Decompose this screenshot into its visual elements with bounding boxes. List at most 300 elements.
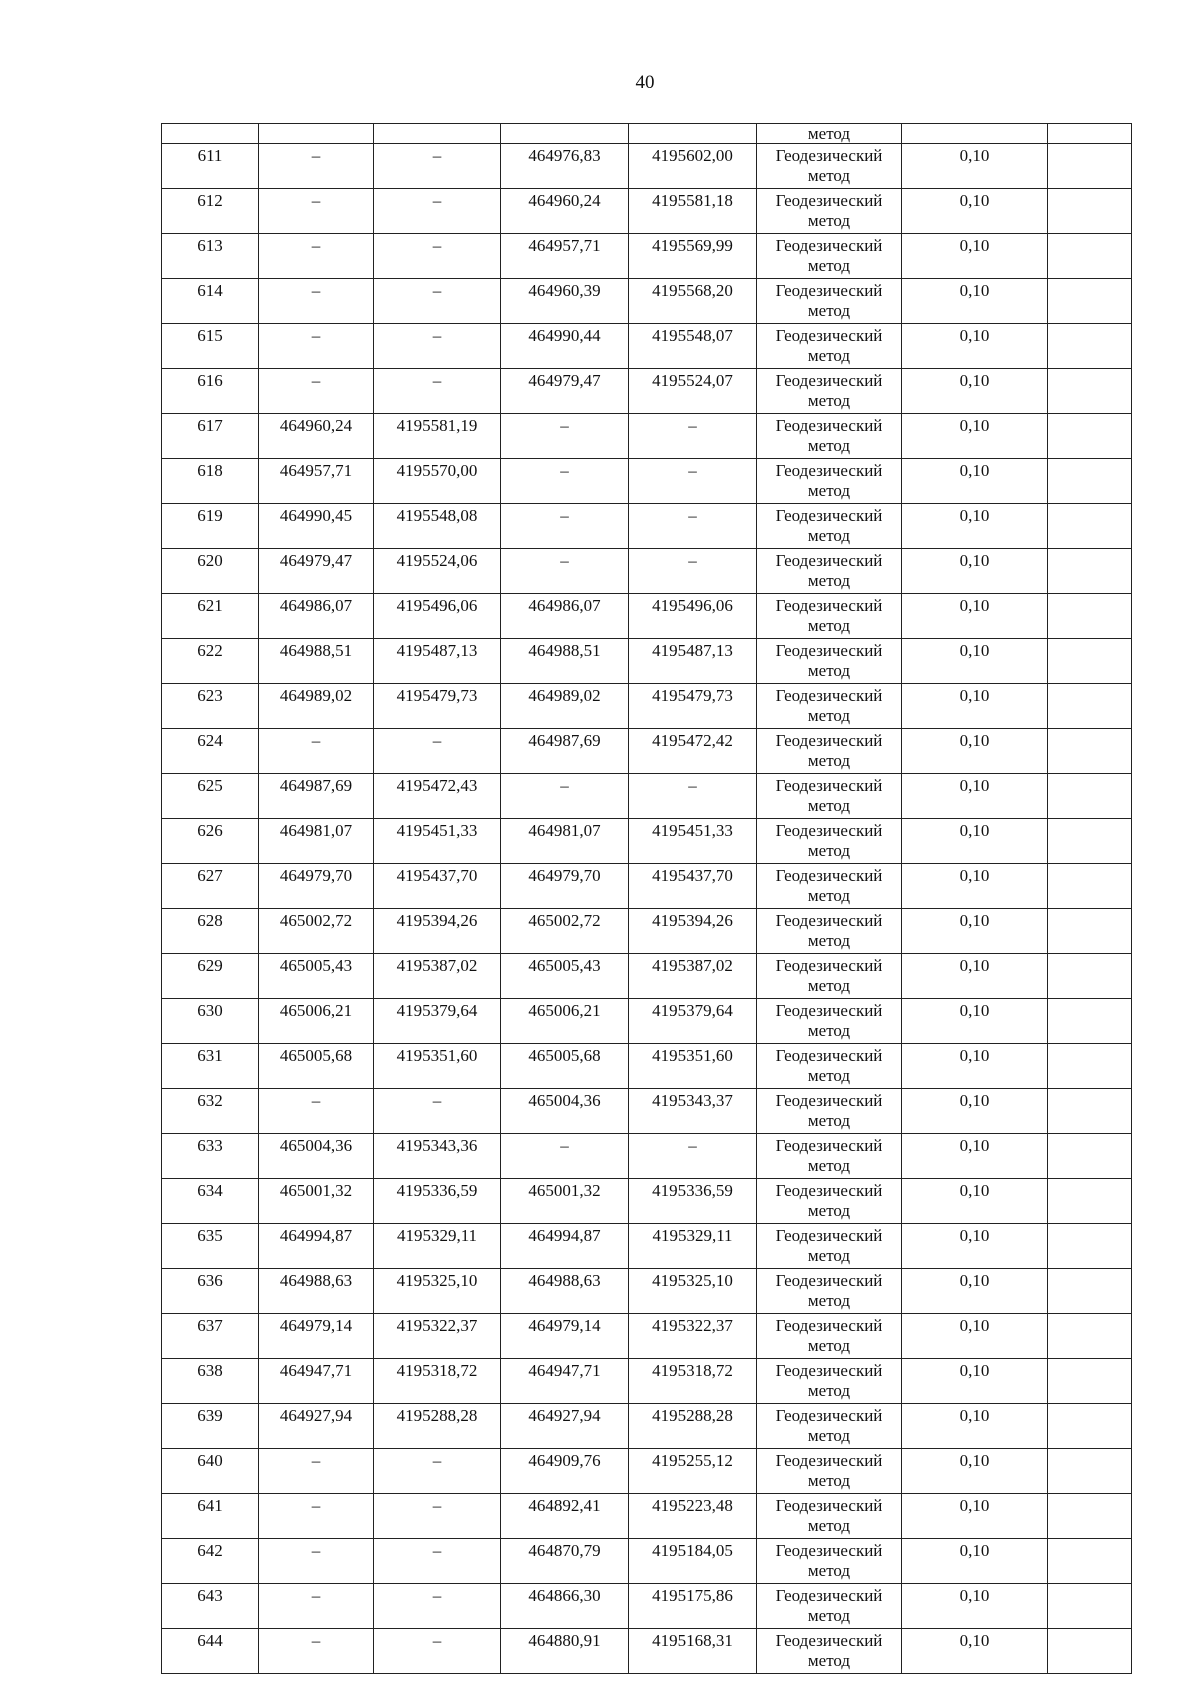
table-row: [162, 1089, 1132, 1134]
method-label: Геодезический: [775, 1001, 883, 1020]
table-row: [162, 234, 1132, 279]
method-label-line2: метод: [807, 1561, 851, 1580]
y-coordinate-old: 4195472,43: [374, 774, 501, 819]
point-number: 614: [162, 279, 259, 324]
x-coordinate-new: –: [501, 549, 629, 594]
method-label-line2: метод: [807, 1291, 851, 1310]
method-label-line2: метод: [807, 211, 851, 230]
method-label: Геодезический: [775, 1226, 883, 1245]
method-cell: [757, 684, 902, 729]
x-coordinate-old: 464988,51: [259, 639, 374, 684]
method-label-line2: метод: [807, 1381, 851, 1400]
method-label-line2: метод: [807, 1066, 851, 1085]
x-coordinate-new: 465004,36: [501, 1089, 629, 1134]
method-label: Геодезический: [775, 1136, 883, 1155]
empty-cell: [1048, 684, 1132, 729]
point-number: 615: [162, 324, 259, 369]
x-coordinate-new: 464981,07: [501, 819, 629, 864]
y-coordinate-new: 4195569,99: [629, 234, 757, 279]
method-label: Геодезический: [775, 1046, 883, 1065]
y-coordinate-old: 4195437,70: [374, 864, 501, 909]
x-coordinate-old: –: [259, 369, 374, 414]
table-row: [162, 684, 1132, 729]
y-coordinate-new: 4195581,18: [629, 189, 757, 234]
empty-cell: [1048, 1584, 1132, 1629]
point-number: 643: [162, 1584, 259, 1629]
x-coordinate-old: 464947,71: [259, 1359, 374, 1404]
point-number: 618: [162, 459, 259, 504]
method-cell: [757, 999, 902, 1044]
method-label-line2: метод: [807, 1336, 851, 1355]
method-cell: [757, 234, 902, 279]
method-cell: [757, 414, 902, 459]
x-coordinate-old: –: [259, 1629, 374, 1674]
method-cell: [757, 189, 902, 234]
accuracy-value: 0,10: [902, 729, 1048, 774]
empty-cell: [1048, 1089, 1132, 1134]
method-cell: [757, 459, 902, 504]
point-number: 629: [162, 954, 259, 999]
point-number: 628: [162, 909, 259, 954]
x-coordinate-new: 465001,32: [501, 1179, 629, 1224]
empty-cell: [1048, 1179, 1132, 1224]
accuracy-value: 0,10: [902, 864, 1048, 909]
method-cell: [757, 864, 902, 909]
y-coordinate-old: 4195351,60: [374, 1044, 501, 1089]
empty-cell: [1048, 774, 1132, 819]
method-cell: [757, 1044, 902, 1089]
method-label: Геодезический: [775, 1406, 883, 1425]
accuracy-value: 0,10: [902, 1089, 1048, 1134]
y-coordinate-new: 4195329,11: [629, 1224, 757, 1269]
x-coordinate-new: 464986,07: [501, 594, 629, 639]
y-coordinate-old: 4195548,08: [374, 504, 501, 549]
method-cell: [757, 594, 902, 639]
accuracy-value: 0,10: [902, 1269, 1048, 1314]
method-label: Геодезический: [775, 1181, 883, 1200]
method-label-line2: метод: [807, 1606, 851, 1625]
empty-cell: [1048, 1539, 1132, 1584]
y-coordinate-new: 4195451,33: [629, 819, 757, 864]
method-label-line2: метод: [807, 1111, 851, 1130]
method-label-line2: метод: [807, 1201, 851, 1220]
x-coordinate-new: 465006,21: [501, 999, 629, 1044]
table-row: [162, 414, 1132, 459]
method-cell: [757, 1584, 902, 1629]
y-coordinate-old: 4195487,13: [374, 639, 501, 684]
y-coordinate-old: 4195451,33: [374, 819, 501, 864]
table-row: [162, 819, 1132, 864]
method-label: Геодезический: [775, 776, 883, 795]
table-cell: [902, 124, 1048, 144]
point-number: 619: [162, 504, 259, 549]
y-coordinate-old: 4195343,36: [374, 1134, 501, 1179]
table-row: [162, 729, 1132, 774]
x-coordinate-new: 464990,44: [501, 324, 629, 369]
empty-cell: [1048, 549, 1132, 594]
table-row: [162, 1314, 1132, 1359]
empty-cell: [1048, 1314, 1132, 1359]
method-label: Геодезический: [775, 821, 883, 840]
method-label-line2: метод: [807, 1246, 851, 1265]
table-row: [162, 1044, 1132, 1089]
y-coordinate-new: 4195379,64: [629, 999, 757, 1044]
y-coordinate-old: 4195318,72: [374, 1359, 501, 1404]
accuracy-value: 0,10: [902, 594, 1048, 639]
x-coordinate-old: 465006,21: [259, 999, 374, 1044]
x-coordinate-old: –: [259, 324, 374, 369]
point-number: 639: [162, 1404, 259, 1449]
method-label-line2: метод: [807, 616, 851, 635]
point-number: 617: [162, 414, 259, 459]
y-coordinate-new: 4195602,00: [629, 144, 757, 189]
point-number: 637: [162, 1314, 259, 1359]
accuracy-value: 0,10: [902, 189, 1048, 234]
table-cell: [259, 124, 374, 144]
method-label: Геодезический: [775, 1586, 883, 1605]
method-label-line2: метод: [807, 346, 851, 365]
method-label: Геодезический: [775, 191, 883, 210]
accuracy-value: 0,10: [902, 999, 1048, 1044]
empty-cell: [1048, 729, 1132, 774]
x-coordinate-old: 465002,72: [259, 909, 374, 954]
y-coordinate-new: 4195387,02: [629, 954, 757, 999]
accuracy-value: 0,10: [902, 414, 1048, 459]
x-coordinate-old: –: [259, 1494, 374, 1539]
y-coordinate-old: –: [374, 1449, 501, 1494]
method-continuation: метод: [757, 124, 902, 144]
method-label-line2: метод: [807, 706, 851, 725]
accuracy-value: 0,10: [902, 684, 1048, 729]
method-label: Геодезический: [775, 326, 883, 345]
y-coordinate-new: 4195524,07: [629, 369, 757, 414]
method-label: Геодезический: [775, 236, 883, 255]
point-number: 636: [162, 1269, 259, 1314]
empty-cell: [1048, 909, 1132, 954]
point-number: 638: [162, 1359, 259, 1404]
y-coordinate-old: –: [374, 234, 501, 279]
x-coordinate-old: 465005,68: [259, 1044, 374, 1089]
method-cell: [757, 1269, 902, 1314]
y-coordinate-new: 4195168,31: [629, 1629, 757, 1674]
x-coordinate-new: –: [501, 459, 629, 504]
accuracy-value: 0,10: [902, 504, 1048, 549]
method-label: Геодезический: [775, 1271, 883, 1290]
method-label-line2: метод: [807, 751, 851, 770]
empty-cell: [1048, 324, 1132, 369]
x-coordinate-new: 464880,91: [501, 1629, 629, 1674]
table-cell: [501, 124, 629, 144]
accuracy-value: 0,10: [902, 1179, 1048, 1224]
x-coordinate-old: 464987,69: [259, 774, 374, 819]
y-coordinate-new: 4195175,86: [629, 1584, 757, 1629]
point-number: 623: [162, 684, 259, 729]
empty-cell: [1048, 1224, 1132, 1269]
x-coordinate-new: 464947,71: [501, 1359, 629, 1404]
table-row: [162, 1359, 1132, 1404]
method-label: Геодезический: [775, 1361, 883, 1380]
empty-cell: [1048, 954, 1132, 999]
x-coordinate-new: 465005,43: [501, 954, 629, 999]
x-coordinate-old: 464957,71: [259, 459, 374, 504]
y-coordinate-old: 4195570,00: [374, 459, 501, 504]
x-coordinate-new: 464909,76: [501, 1449, 629, 1494]
method-label-line2: метод: [807, 1156, 851, 1175]
point-number: 611: [162, 144, 259, 189]
method-label: Геодезический: [775, 956, 883, 975]
y-coordinate-new: –: [629, 504, 757, 549]
point-number: 644: [162, 1629, 259, 1674]
y-coordinate-old: 4195336,59: [374, 1179, 501, 1224]
x-coordinate-old: 464981,07: [259, 819, 374, 864]
y-coordinate-new: 4195325,10: [629, 1269, 757, 1314]
empty-cell: [1048, 1269, 1132, 1314]
method-label: Геодезический: [775, 731, 883, 750]
point-number: 632: [162, 1089, 259, 1134]
y-coordinate-old: –: [374, 279, 501, 324]
table-row: [162, 639, 1132, 684]
table-row: [162, 1134, 1132, 1179]
y-coordinate-old: 4195394,26: [374, 909, 501, 954]
accuracy-value: 0,10: [902, 1134, 1048, 1179]
table-row: [162, 909, 1132, 954]
method-cell: [757, 954, 902, 999]
method-label: Геодезический: [775, 686, 883, 705]
x-coordinate-old: –: [259, 1089, 374, 1134]
continuation-row: [162, 124, 1132, 144]
y-coordinate-old: –: [374, 1494, 501, 1539]
method-label: Геодезический: [775, 596, 883, 615]
method-label-line2: метод: [807, 976, 851, 995]
table-row: [162, 1269, 1132, 1314]
method-cell: [757, 1494, 902, 1539]
method-cell: [757, 1359, 902, 1404]
accuracy-value: 0,10: [902, 954, 1048, 999]
x-coordinate-old: 464979,47: [259, 549, 374, 594]
y-coordinate-old: –: [374, 324, 501, 369]
method-cell: [757, 1134, 902, 1179]
method-label-line2: метод: [807, 1516, 851, 1535]
y-coordinate-new: 4195548,07: [629, 324, 757, 369]
x-coordinate-new: –: [501, 504, 629, 549]
x-coordinate-new: 464989,02: [501, 684, 629, 729]
method-label: Геодезический: [775, 866, 883, 885]
accuracy-value: 0,10: [902, 1314, 1048, 1359]
x-coordinate-old: –: [259, 234, 374, 279]
table-row: [162, 1179, 1132, 1224]
x-coordinate-old: –: [259, 279, 374, 324]
method-label-line2: метод: [807, 661, 851, 680]
y-coordinate-old: 4195524,06: [374, 549, 501, 594]
x-coordinate-old: 464960,24: [259, 414, 374, 459]
empty-cell: [1048, 864, 1132, 909]
method-cell: [757, 1539, 902, 1584]
empty-cell: [1048, 999, 1132, 1044]
x-coordinate-new: 465005,68: [501, 1044, 629, 1089]
method-cell: [757, 369, 902, 414]
accuracy-value: 0,10: [902, 774, 1048, 819]
method-cell: [757, 1224, 902, 1269]
method-cell: [757, 324, 902, 369]
method-label: Геодезический: [775, 1496, 883, 1515]
method-cell: [757, 1089, 902, 1134]
method-cell: [757, 639, 902, 684]
accuracy-value: 0,10: [902, 369, 1048, 414]
method-label: Геодезический: [775, 371, 883, 390]
y-coordinate-old: 4195479,73: [374, 684, 501, 729]
table-row: [162, 594, 1132, 639]
table-row: [162, 1224, 1132, 1269]
empty-cell: [1048, 279, 1132, 324]
method-cell: [757, 144, 902, 189]
y-coordinate-old: 4195496,06: [374, 594, 501, 639]
point-number: 625: [162, 774, 259, 819]
y-coordinate-new: 4195496,06: [629, 594, 757, 639]
x-coordinate-new: 465002,72: [501, 909, 629, 954]
method-label: Геодезический: [775, 551, 883, 570]
accuracy-value: 0,10: [902, 279, 1048, 324]
accuracy-value: 0,10: [902, 324, 1048, 369]
method-cell: [757, 729, 902, 774]
table-row: [162, 1494, 1132, 1539]
accuracy-value: 0,10: [902, 819, 1048, 864]
table-row: [162, 144, 1132, 189]
x-coordinate-new: 464987,69: [501, 729, 629, 774]
y-coordinate-new: –: [629, 549, 757, 594]
method-label: Геодезический: [775, 506, 883, 525]
coordinates-table: [161, 123, 1132, 1674]
accuracy-value: 0,10: [902, 1494, 1048, 1539]
y-coordinate-old: –: [374, 369, 501, 414]
x-coordinate-old: 464988,63: [259, 1269, 374, 1314]
y-coordinate-old: 4195329,11: [374, 1224, 501, 1269]
y-coordinate-old: –: [374, 1629, 501, 1674]
y-coordinate-new: 4195394,26: [629, 909, 757, 954]
empty-cell: [1048, 1359, 1132, 1404]
table-row: [162, 1584, 1132, 1629]
method-cell: [757, 909, 902, 954]
y-coordinate-old: –: [374, 729, 501, 774]
empty-cell: [1048, 1449, 1132, 1494]
y-coordinate-new: 4195437,70: [629, 864, 757, 909]
table-row: [162, 954, 1132, 999]
x-coordinate-new: –: [501, 414, 629, 459]
accuracy-value: 0,10: [902, 1224, 1048, 1269]
point-number: 631: [162, 1044, 259, 1089]
y-coordinate-old: 4195379,64: [374, 999, 501, 1044]
y-coordinate-new: 4195223,48: [629, 1494, 757, 1539]
x-coordinate-new: –: [501, 774, 629, 819]
x-coordinate-old: 465001,32: [259, 1179, 374, 1224]
method-cell: [757, 774, 902, 819]
y-coordinate-new: –: [629, 1134, 757, 1179]
empty-cell: [1048, 594, 1132, 639]
x-coordinate-old: 464986,07: [259, 594, 374, 639]
table-row: [162, 1404, 1132, 1449]
method-cell: [757, 1629, 902, 1674]
y-coordinate-old: –: [374, 1089, 501, 1134]
method-label: Геодезический: [775, 146, 883, 165]
method-label: Геодезический: [775, 461, 883, 480]
x-coordinate-new: 464927,94: [501, 1404, 629, 1449]
method-label-line2: метод: [807, 481, 851, 500]
x-coordinate-new: 464960,39: [501, 279, 629, 324]
y-coordinate-old: 4195322,37: [374, 1314, 501, 1359]
y-coordinate-new: –: [629, 414, 757, 459]
x-coordinate-old: 465004,36: [259, 1134, 374, 1179]
method-cell: [757, 1179, 902, 1224]
y-coordinate-new: 4195336,59: [629, 1179, 757, 1224]
table-row: [162, 279, 1132, 324]
x-coordinate-old: –: [259, 1539, 374, 1584]
x-coordinate-new: 464979,47: [501, 369, 629, 414]
accuracy-value: 0,10: [902, 1539, 1048, 1584]
empty-cell: [1048, 504, 1132, 549]
y-coordinate-old: –: [374, 144, 501, 189]
method-label-line2: метод: [807, 1426, 851, 1445]
empty-cell: [1048, 1494, 1132, 1539]
x-coordinate-old: 465005,43: [259, 954, 374, 999]
table-row: [162, 774, 1132, 819]
x-coordinate-new: 464870,79: [501, 1539, 629, 1584]
point-number: 624: [162, 729, 259, 774]
method-label-line2: метод: [807, 1471, 851, 1490]
table-row: [162, 1539, 1132, 1584]
x-coordinate-new: 464979,14: [501, 1314, 629, 1359]
empty-cell: [1048, 1044, 1132, 1089]
x-coordinate-new: 464979,70: [501, 864, 629, 909]
x-coordinate-old: 464990,45: [259, 504, 374, 549]
method-label-line2: метод: [807, 886, 851, 905]
y-coordinate-new: 4195288,28: [629, 1404, 757, 1449]
table-cell: [374, 124, 501, 144]
page-number: 40: [635, 72, 655, 93]
point-number: 622: [162, 639, 259, 684]
y-coordinate-old: –: [374, 1584, 501, 1629]
y-coordinate-old: 4195325,10: [374, 1269, 501, 1314]
table-row: [162, 1629, 1132, 1674]
method-label: Геодезический: [775, 1631, 883, 1650]
y-coordinate-new: 4195318,72: [629, 1359, 757, 1404]
empty-cell: [1048, 1404, 1132, 1449]
x-coordinate-new: 464988,63: [501, 1269, 629, 1314]
empty-cell: [1048, 1629, 1132, 1674]
empty-cell: [1048, 369, 1132, 414]
accuracy-value: 0,10: [902, 234, 1048, 279]
x-coordinate-old: –: [259, 189, 374, 234]
method-cell: [757, 1314, 902, 1359]
method-label-line2: метод: [807, 796, 851, 815]
y-coordinate-new: 4195184,05: [629, 1539, 757, 1584]
table-row: [162, 1449, 1132, 1494]
table-row: [162, 369, 1132, 414]
x-coordinate-new: 464957,71: [501, 234, 629, 279]
point-number: 613: [162, 234, 259, 279]
method-label: Геодезический: [775, 1451, 883, 1470]
method-label-line2: метод: [807, 571, 851, 590]
x-coordinate-new: –: [501, 1134, 629, 1179]
method-cell: [757, 279, 902, 324]
method-label: Геодезический: [775, 416, 883, 435]
point-number: 612: [162, 189, 259, 234]
method-label-line2: метод: [807, 526, 851, 545]
y-coordinate-new: 4195568,20: [629, 279, 757, 324]
accuracy-value: 0,10: [902, 1629, 1048, 1674]
empty-cell: [1048, 1134, 1132, 1179]
point-number: 634: [162, 1179, 259, 1224]
y-coordinate-new: –: [629, 459, 757, 504]
y-coordinate-old: 4195581,19: [374, 414, 501, 459]
